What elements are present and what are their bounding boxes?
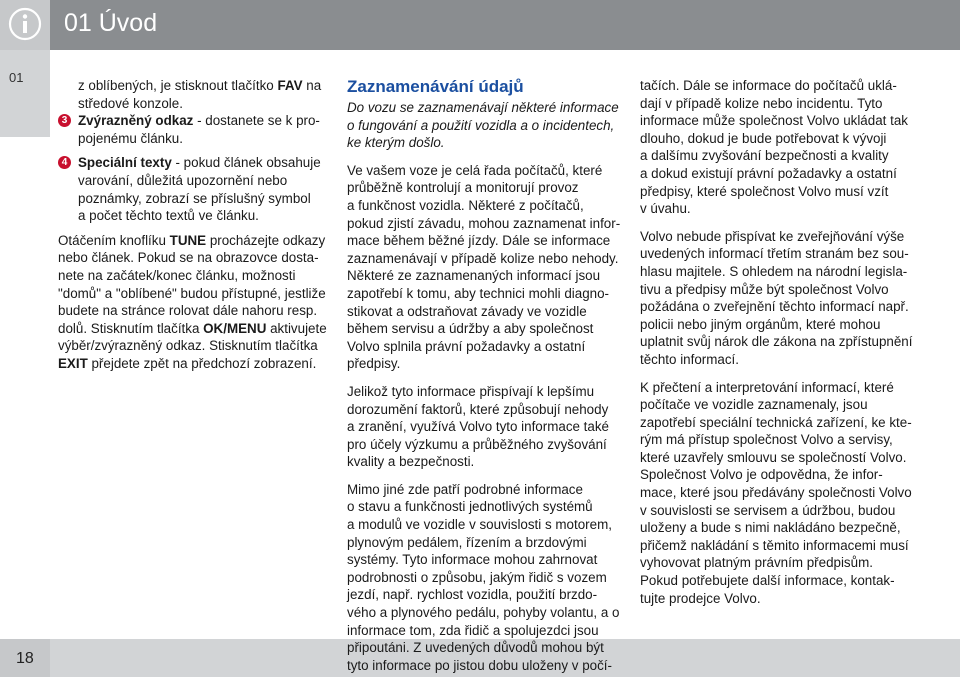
column-1 — [58, 77, 327, 373]
list-item-4: 4 Speciální texty - pokud článek obsahuje varování, důležitá upozornění nebo poznámky, zobrazí se příslušný symbol a počet těchto textů ve článku. — [58, 154, 327, 224]
section-title: Zaznamenávání údajů — [347, 77, 524, 96]
section-intro: Do vozu se zaznamenávají některé informace o fungování a použití vozidla a o incidentech, ke kterým došlo. — [347, 100, 619, 151]
column-2 — [347, 77, 620, 674]
page-number: 18 — [16, 650, 34, 667]
tune-paragraph: Otáčením knoflíku TUNE procházejte odkazy nebo článek. Pokud se na obrazovce dosta- nete na začátek/konec článku, možnosti "domů" a "oblíbené" budou přístupné, jestliže budete na stránce rolovat dále nahoru resp. dolů. Stisknutím tlačítka OK/MENU aktivujete výběr/zvýrazněný odkaz. Stisknutím tlačítka EXIT přejdete zpět na předchozí zobrazení. — [58, 232, 327, 371]
paragraph-interpretation: K přečtení a interpretování informací, které počítače ve vozidle zaznamenaly, jsou zapotřebí speciální technická zařízení, ke kte- rým má přístup společnost Volvo a servisy, které uzavřely smlouvu se společností Volvo. Společnost Volvo je odpovědna, že infor- mace, které jsou předávány společnosti Volvo v souvislosti se servisem a údržbou, budou uloženy a bude s nimi nakládáno bezpečně, přičemž nakládání s těmito informacemi musí vyhovovat platným právním předpisům. Pokud potřebujete další informace, kontak- tujte prodejce Volvo. — [640, 379, 912, 606]
paragraph-details: Mimo jiné zde patří podrobné informace o stavu a funkčnosti jednotlivých systémů a modulů ve vozidle v souvislosti s motorem, plynovým pedálem, řízením a brzdovými systémy. Tyto informace mohou zahrnovat podrobnosti o způsobu, jakým řidič s vozem jezdí, např. rychlost vozidla, použití brzdo- vého a plynového pedálu, pohyby volantu, a o informace tom, zda řidič a spolujezdci jsou připoutáni. Z uvedených důvodů mohou být tyto informace po jistou dobu uloženy v počí- — [347, 481, 620, 673]
chapter-tab — [0, 50, 50, 137]
number-4-badge: 4 — [58, 156, 71, 169]
paragraph-storage: tačích. Dále se informace do počítačů uklá- dají v případě kolize nebo incidentu. Tyto informace může společnost Volvo ukládat tak dlouho, dokud je bude potřebovat k vývoji a dalšímu zvyšování bezpečnosti a kvality a dokud existují právní požadavky a ostatní předpisy, které společnost Volvo musí vzít v úvahu. — [640, 78, 908, 217]
paragraph-disclosure: Volvo nebude přispívat ke zveřejňování výše uvedených informací třetím stranám bez sou- hlasu majitele. S ohledem na národní legisla- tivu a předpisy může být společnost Volvo požádána o zveřejnění těchto informací např. policii nebo jiným orgánům, které mohou uplatnit svůj nárok dle zákona na zpřístupnění těchto informací. — [640, 228, 913, 367]
chapter-tab-label: 01 — [9, 70, 24, 85]
list-item-3: 3 Zvýrazněný odkaz - dostanete se k pro- pojenému článku. — [58, 112, 327, 147]
number-3-badge: 3 — [58, 114, 71, 127]
info-icon — [7, 6, 43, 42]
paragraph-research: Jelikož tyto informace přispívají k lepšímu dorozumění faktorů, které způsobují nehody a zranění, využívá Volvo tyto informace také pro účely výzkumu a průběžného zvyšování kvality a bezpečnosti. — [347, 383, 609, 470]
info-box — [0, 0, 50, 50]
intro-paragraph: z oblíbených, je stisknout tlačítko FAV na středové konzole. — [78, 78, 322, 111]
page-title: 01 Úvod — [64, 9, 158, 37]
paragraph-computers: Ve vašem voze je celá řada počítačů, které průběžně kontrolují a monitorují provoz a funkčnost vozidla. Některé z počítačů, pokud zjistí závadu, mohou zaznamenat infor- mace během běžné jízdy. Dále se informace zaznamenávají v případě kolize nebo nehody. Některé ze zaznamenaných informací jsou zapotřebí k tomu, aby technici mohli diagno- stikovat a odstraňovat závady ve vozidle během servisu a údržby a aby společnost Volvo splnila právní požadavky a ostatní předpisy. — [347, 162, 621, 372]
column-3 — [640, 77, 912, 607]
